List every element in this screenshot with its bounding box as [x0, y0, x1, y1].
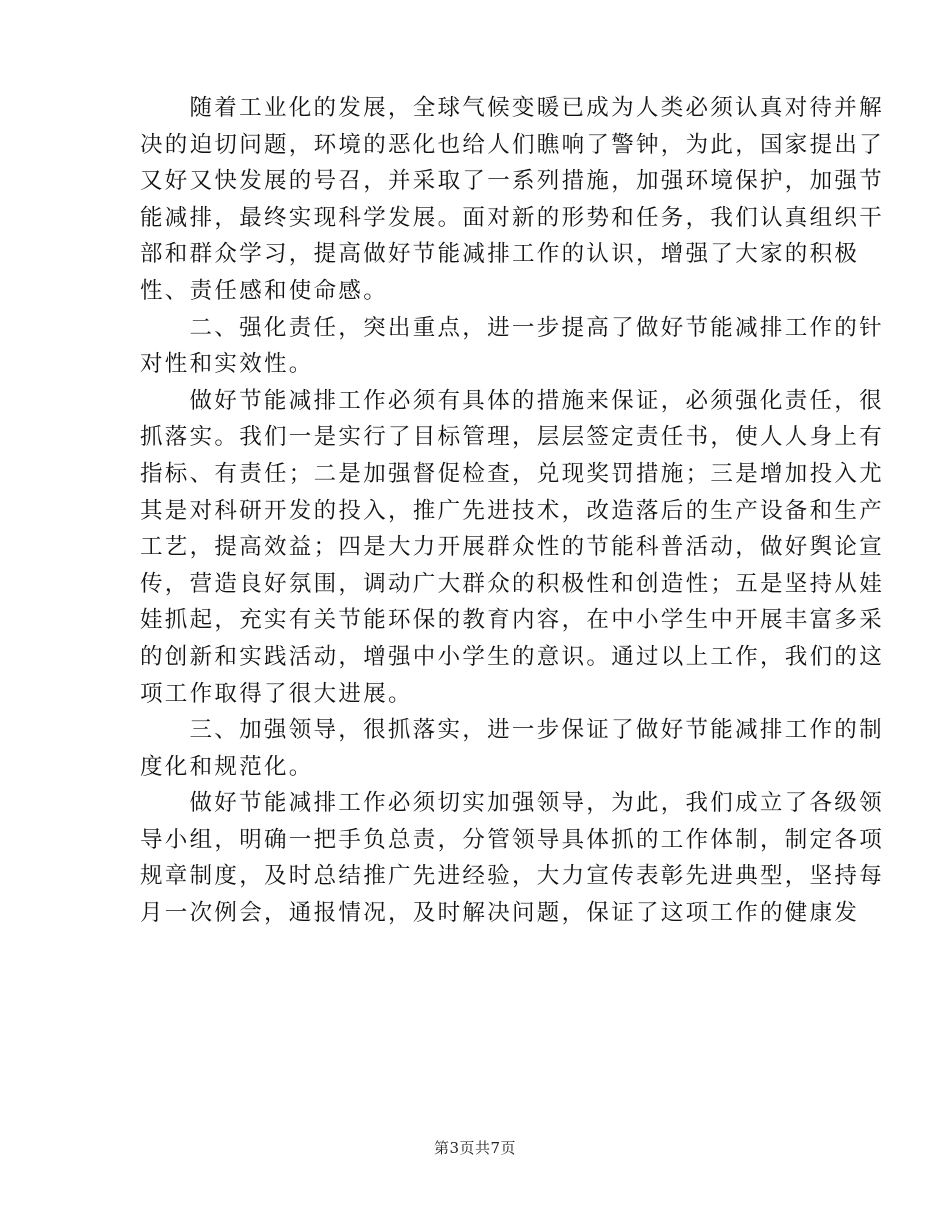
text-line: 指标、有责任；二是加强督促检查，兑现奖罚措施；三是增加投入尤	[140, 460, 885, 487]
section-heading-2	[140, 310, 884, 383]
text-line: 抓落实。我们一是实行了目标管理，层层签定责任书，使人人身上有	[140, 424, 885, 451]
text-line: 月一次例会，通报情况，及时解决问题，保证了这项工作的健康发	[140, 900, 860, 927]
text-line: 对性和实效性。	[140, 351, 314, 378]
text-line: 性、责任感和使命感。	[140, 277, 389, 304]
text-line: 部和群众学习，提高做好节能减排工作的认识，增强了大家的积极	[140, 241, 860, 268]
text-line: 导小组，明确一把手负总责，分管领导具体抓的工作体制，制定各项	[140, 826, 885, 853]
text-line: 做好节能减排工作必须切实加强领导，为此，我们成立了各级领	[189, 790, 884, 817]
text-line: 项工作取得了很大进展。	[140, 680, 413, 707]
section-heading-3	[140, 712, 884, 785]
paragraph-1	[140, 90, 885, 310]
text-line: 其是对科研开发的投入，推广先进技术，改造落后的生产设备和生产	[140, 497, 885, 524]
page-number-footer: 第3页共7页	[433, 1139, 517, 1157]
text-line: 又好又快发展的号召，并采取了一系列措施，加强环境保护，加强节	[140, 168, 885, 195]
text-line: 娃抓起，充实有关节能环保的教育内容，在中小学生中开展丰富多采	[140, 607, 885, 634]
text-line: 二、强化责任，突出重点，进一步提高了做好节能减排工作的针	[189, 314, 884, 341]
text-line: 能减排，最终实现科学发展。面对新的形势和任务，我们认真组织干	[140, 204, 885, 231]
text-line: 度化和规范化。	[140, 753, 314, 780]
text-line: 规章制度，及时总结推广先进经验，大力宣传表彰先进典型，坚持每	[140, 863, 885, 890]
text-line: 决的迫切问题，环境的恶化也给人们瞧响了警钟，为此，国家提出了	[140, 131, 885, 158]
text-line: 三、加强领导，很抓落实，进一步保证了做好节能减排工作的制	[189, 717, 884, 744]
text-line: 做好节能减排工作必须有具体的措施来保证，必须强化责任，很	[189, 387, 884, 414]
paragraph-5	[140, 785, 885, 931]
text-line: 工艺，提高效益；四是大力开展群众性的节能科普活动，做好舆论宣	[140, 534, 885, 561]
document-body	[140, 90, 885, 932]
paragraph-3	[140, 383, 885, 712]
text-line: 传，营造良好氛围，调动广大群众的积极性和创造性；五是坚持从娃	[140, 570, 885, 597]
text-line: 的创新和实践活动，增强中小学生的意识。通过以上工作，我们的这	[140, 643, 885, 670]
text-line: 随着工业化的发展，全球气候变暖已成为人类必须认真对待并解	[189, 95, 884, 121]
